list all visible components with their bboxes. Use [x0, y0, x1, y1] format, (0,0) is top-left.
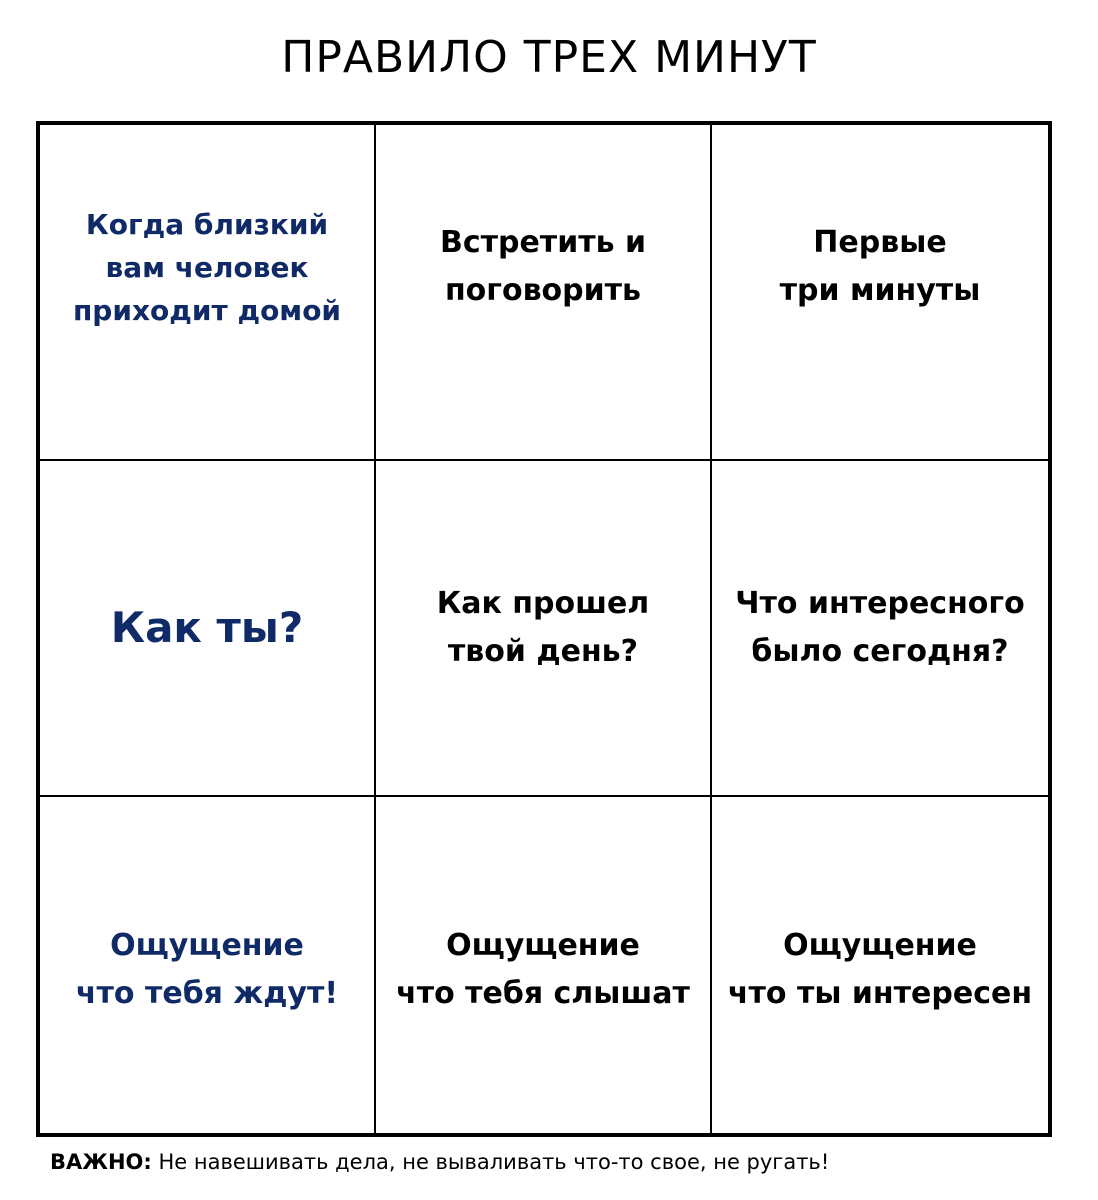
important-note-text: Не навешивать дела, не вываливать что-то свое, не ругать! [151, 1150, 830, 1174]
grid-cell-duration: Первые три минуты [712, 125, 1048, 461]
important-note [50, 1146, 829, 1178]
grid-cell-feeling-awaited: Ощущение что тебя ждут! [40, 797, 376, 1133]
grid-cell-action: Встретить и поговорить [376, 125, 712, 461]
important-note-label: ВАЖНО: [50, 1150, 152, 1174]
grid-cell-question-interesting: Что интересного было сегодня? [712, 461, 1048, 797]
rule-grid [36, 121, 1052, 1137]
grid-cell-question-day: Как прошел твой день? [376, 461, 712, 797]
grid-cell-when: Когда близкий вам человек приходит домой [40, 125, 376, 461]
grid-cell-feeling-interesting: Ощущение что ты интересен [727, 928, 1033, 1011]
grid-cell-feeling-heard: Ощущение что тебя слышат [376, 797, 712, 1133]
page-title: ПРАВИЛО ТРЕХ МИНУТ [281, 32, 817, 83]
grid-cell-question-main: Как ты? [40, 461, 376, 797]
